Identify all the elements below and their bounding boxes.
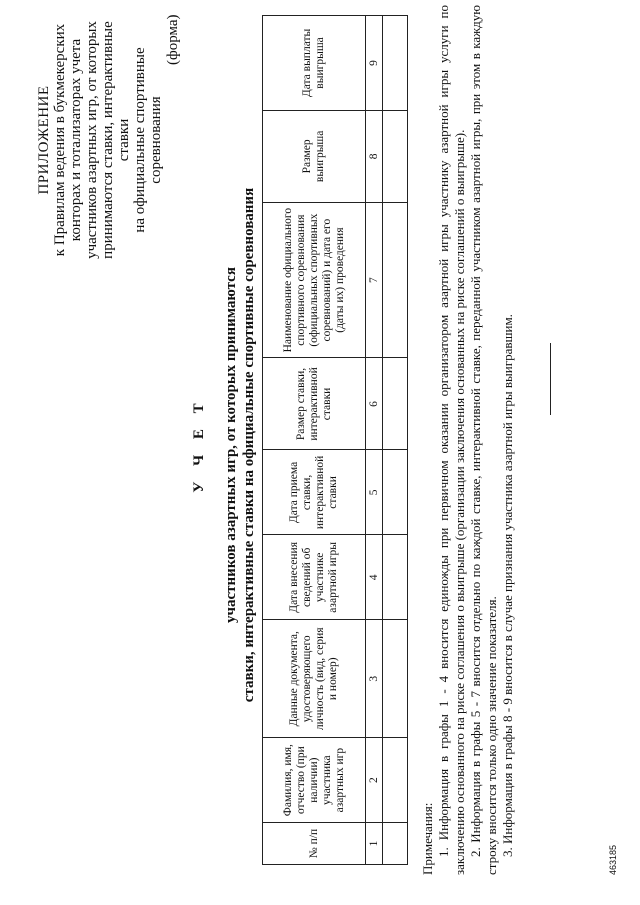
column-header: Данные документа, удостоверяющего личность (вид, серия и номер)	[263, 620, 366, 738]
appendix-title: ПРИЛОЖЕНИЕ	[36, 85, 52, 195]
column-header: Дата приема ставки, интерактивной ставки	[263, 450, 366, 535]
document-code: 463185	[608, 844, 618, 875]
column-header: Дата внесения сведений об участнике азартной игры	[263, 535, 366, 620]
note-2: 2. Информация в графы 5 - 7 вносится отдельно по каждой ставке, интерактивной ставке, переданной участником азартной игры, при этом в каждую строку вносится только одно значение показателя.	[468, 5, 499, 875]
heading-line-1: участников азартных игр, от которых принимаются	[223, 267, 239, 623]
empty-cell	[383, 202, 408, 358]
empty-row	[383, 16, 408, 865]
header-row	[263, 16, 366, 865]
column-number: 5	[366, 450, 383, 535]
register-table	[262, 15, 408, 865]
note-3: 3. Информация в графы 8 - 9 вносится в случае признания участника азартной игры выигравшим.	[500, 314, 515, 857]
heading-line-2: ставки, интерактивные ставки на официальные спортивные соревнования	[241, 187, 257, 703]
divider-line	[550, 343, 551, 415]
appendix-line: участников азартных игр, от которых	[84, 21, 100, 259]
column-header: Размер выигрыша	[263, 110, 366, 202]
column-header: № п/п	[263, 823, 366, 865]
column-number: 9	[366, 16, 383, 111]
appendix-block	[36, 15, 164, 265]
column-header: Фамилия, имя, отчество (при наличии) участника азартных игр	[263, 738, 366, 823]
column-number-row	[366, 16, 383, 865]
notes-title: Примечания:	[420, 802, 435, 875]
empty-cell	[383, 535, 408, 620]
column-header: Дата выплаты выигрыша	[263, 16, 366, 111]
appendix-line: конторах и тотализаторах учета	[68, 38, 84, 242]
empty-cell	[383, 450, 408, 535]
form-label: (форма)	[165, 14, 181, 65]
appendix-line: к Правилам ведения в букмекерских	[52, 23, 68, 257]
heading-title: У Ч Е Т	[191, 397, 207, 493]
appendix-line: принимаются ставки, интерактивные ставки	[100, 21, 132, 259]
empty-cell	[383, 16, 408, 111]
empty-cell	[383, 620, 408, 738]
column-number: 2	[366, 738, 383, 823]
appendix-line: на официальные спортивные соревнования	[132, 47, 164, 233]
empty-cell	[383, 358, 408, 450]
empty-cell	[383, 823, 408, 865]
document-heading	[190, 185, 258, 705]
notes-block	[420, 5, 516, 875]
column-number: 6	[366, 358, 383, 450]
note-1: 1. Информация в графы 1 - 4 вносится единожды при первичном оказании организатором азартной игры участнику азартной игры услуги по заключению основанного на риске соглашения о выигрыше (организации заключения основанных на риске соглашений о выигрыше).	[436, 5, 467, 875]
column-number: 1	[366, 823, 383, 865]
column-number: 8	[366, 110, 383, 202]
column-header: Наименование официального спортивного соревнования (официальных спортивных соревнований) и дата его (даты их) проведения	[263, 202, 366, 358]
empty-cell	[383, 110, 408, 202]
empty-cell	[383, 738, 408, 823]
column-number: 3	[366, 620, 383, 738]
column-number: 7	[366, 202, 383, 358]
column-number: 4	[366, 535, 383, 620]
column-header: Размер ставки, интерактивной ставки	[263, 358, 366, 450]
